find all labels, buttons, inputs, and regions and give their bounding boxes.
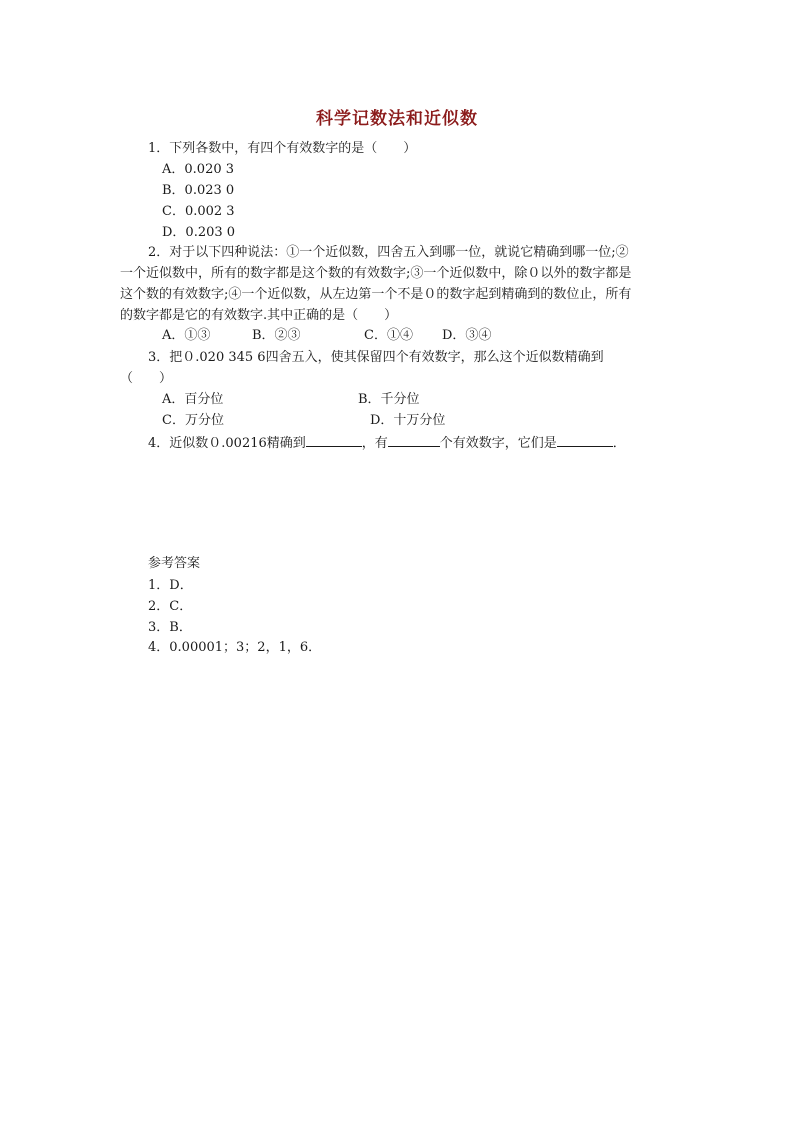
question-4 [148,432,626,454]
answer-1: 1．D． [148,578,193,593]
question-2-option-d: D．③④ [442,328,492,343]
page-title: 科学记数法和近似数 [316,109,478,129]
question-3-option-b: B．千分位 [358,392,420,407]
question-2-line-4: 的数字都是它的有效数字.其中正确的是（ ） [120,308,398,323]
question-2-line-1: 2．对于以下四种说法：①一个近似数，四舍五入到哪一位，就说它精确到哪一位;② [148,245,629,260]
question-3-option-d: D．十万分位 [370,413,446,428]
question-2-line-3: 这个数的有效数字;④一个近似数，从左边第一个不是０的数字起到精确到的数位止，所有 [120,287,632,302]
question-3-line-2: （ ） [120,371,173,386]
answer-blank-1 [306,432,362,447]
answer-blank-3 [557,432,613,447]
answers-heading: 参考答案 [148,556,201,571]
question-4-part-3: 个有效数字，它们是 [439,436,557,451]
question-2-line-2: 一个近似数中，所有的数字都是这个数的有效数字;③一个近似数中，除０以外的数字都是 [120,266,632,281]
question-1-option-b: B．0.023 0 [162,183,235,198]
question-1-option-d: D．0.203 0 [162,225,236,240]
question-4-part-2: ，有 [361,436,388,451]
answer-4: 4．0.00001；3；2，1，6． [148,640,322,655]
question-1-stem: 1．下列各数中，有四个有效数字的是（ ） [148,141,417,156]
answer-2: 2．C． [148,599,193,614]
question-4-part-4: ． [612,436,626,451]
question-2-option-a: A．①③ [162,328,211,343]
question-2-option-c: C．①④ [364,328,413,343]
question-2-options [162,326,491,346]
question-3-option-c: C．万分位 [162,413,224,428]
answer-3: 3．B． [148,620,192,635]
question-3-line-1: 3．把０.020 345 6四舍五入，使其保留四个有效数字，那么这个近似数精确到 [148,350,604,365]
answer-blank-2 [388,432,440,447]
question-1-option-a: A．0.020 3 [162,162,235,177]
question-3-options-row-1 [162,390,420,410]
question-4-part-1: 4．近似数０.00216精确到 [148,436,306,451]
question-1-option-c: C．0.002 3 [162,204,235,219]
question-3-options-row-2 [162,411,445,431]
question-3-option-a: A．百分位 [162,392,224,407]
question-2-option-b: B．②③ [252,328,301,343]
